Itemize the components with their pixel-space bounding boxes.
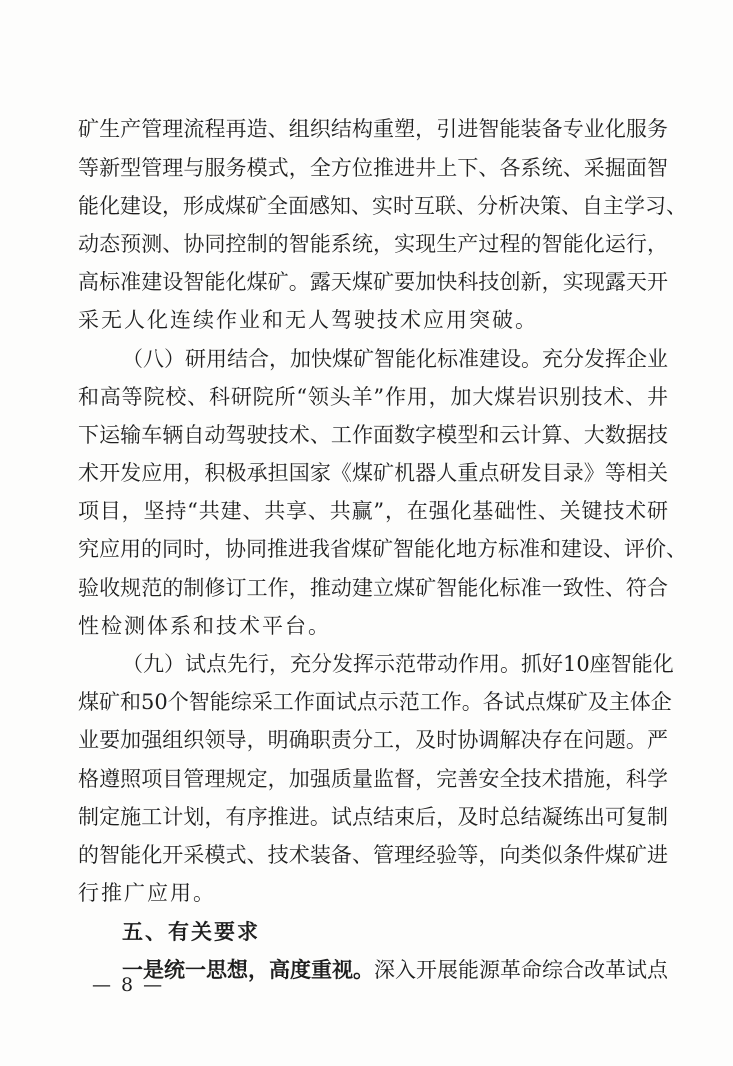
text-line: 等新型管理与服务模式，全方位推进井上下、各系统、采掘面智	[78, 156, 668, 180]
text-line: 验收规范的制修订工作，推动建立煤矿智能化标准一致性、符合	[78, 576, 668, 600]
text-line: 性检测体系和技术平台。	[78, 614, 331, 638]
text-line: 和高等院校、科研院所“领头羊”作用，加大煤岩识别技术、井	[78, 385, 668, 409]
section-heading: 五、有关要求	[122, 920, 260, 944]
paragraph-requirement-1	[122, 956, 668, 984]
text-line: 能化建设，形成煤矿全面感知、实时互联、分析决策、自主学习、	[78, 194, 687, 218]
text-line: 格遵照项目管理规定，加强质量监督，完善安全技术措施，科学	[78, 767, 668, 791]
body-text: 深入开展能源革命综合改革试点	[374, 958, 668, 982]
text-line: 项目，坚持“共建、共享、共赢”，在强化基础性、关键技术研	[78, 499, 668, 523]
text-line: 究应用的同时，协同推进我省煤矿智能化地方标准和建设、评价、	[78, 537, 687, 561]
text-line: 术开发应用，积极承担国家《煤矿机器人重点研发目录》等相关	[78, 461, 668, 485]
text-line: 矿生产管理流程再造、组织结构重塑，引进智能装备专业化服务	[78, 117, 668, 141]
text-line: 业要加强组织领导，明确职责分工，及时协调解决存在问题。严	[78, 728, 668, 752]
text-line: 煤矿和50个智能综采工作面试点示范工作。各试点煤矿及主体企	[78, 690, 672, 714]
text-line: 下运输车辆自动驾驶技术、工作面数字模型和云计算、大数据技	[78, 423, 668, 447]
page-number: — 8 —	[92, 974, 165, 996]
text-line: （八）研用结合，加快煤矿智能化标准建设。充分发挥企业	[122, 347, 668, 371]
text-line: 高标准建设智能化煤矿。露天煤矿要加快科技创新，实现露天开	[78, 270, 668, 294]
text-line: 采无人化连续作业和无人驾驶技术应用突破。	[78, 308, 538, 332]
bold-lead-text: 一是统一思想，高度重视。	[122, 958, 374, 982]
text-line: （九）试点先行，充分发挥示范带动作用。抓好10座智能化	[122, 652, 674, 676]
text-line: 动态预测、协同控制的智能系统，实现生产过程的智能化运行，	[78, 232, 668, 256]
text-line: 行推广应用。	[78, 881, 216, 905]
text-line: 的智能化开采模式、技术装备、管理经验等，向类似条件煤矿进	[78, 843, 668, 867]
text-line: 制定施工计划，有序推进。试点结束后，及时总结凝练出可复制	[78, 805, 668, 829]
